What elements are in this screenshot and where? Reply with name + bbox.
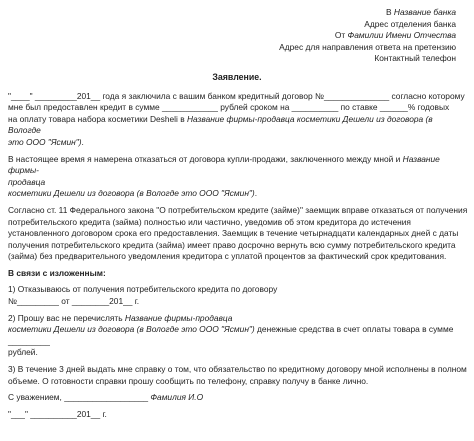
bank-name: Название банка — [393, 7, 456, 17]
item3-line1: 3) В течение 3 дней выдать мне справку о том, что обязательство по кредитному договору мной исполнены в полном — [8, 364, 467, 375]
para1-end: . — [81, 136, 84, 147]
item2-line3: рублей. — [8, 347, 38, 358]
item2-line1: 2) Прошу вас не перечислять — [8, 312, 125, 323]
para1-line3: на оплату товара набора косметики Desheli в — [8, 113, 187, 124]
para1-line1: "____" _________201__ года я заключила с вашим банком кредитный договор №______________ согласно которому — [8, 90, 465, 101]
para3-line2: потребительского кредита (займа) полностью или частично, уведомив об этом кредитора до истечения — [8, 216, 411, 227]
item3-line2: объеме. О готовности справки прошу сообщить по телефону, справку получу в банке лично. — [8, 375, 369, 386]
para3-line3: установленного договором срока его предоставления. Заемщик в течение четырнадцати календарных дней с даты — [8, 228, 459, 239]
para3-line1: Согласно ст. 11 Федерального закона "О потребительском кредите (займе)" заемщик вправе отказаться от получения — [8, 204, 468, 215]
signature-name: Фамилия И.О — [150, 392, 204, 403]
para2-seller-name: Название фирмы- — [8, 153, 440, 176]
item2-amount: денежные средства в счет оплаты товара в сумме _________ — [8, 324, 454, 346]
document-title: Заявление. — [212, 71, 262, 82]
para3-line4: получения потребительского кредита (займа) имеет право досрочно вернуть всю сумму потребительского кредита — [8, 239, 456, 250]
sender-name: Фамилии Имени Отчества — [347, 30, 456, 41]
para1-seller-name-cont: это ООО "Ясмин") — [8, 136, 82, 147]
item2-seller-name-cont: косметики Дешели из договора (в Вологде это ООО "Ясмин") — [8, 324, 255, 335]
para2-end: . — [254, 188, 258, 199]
bank-address: Адрес отделения банка — [364, 18, 456, 29]
item-2 — [8, 313, 466, 359]
para2-seller-name-end: косметики Дешели из договора (в Вологде это ООО "Ясмин") — [8, 188, 255, 199]
signature-line — [8, 392, 466, 404]
reply-address: Адрес для направления ответа на претензию — [279, 41, 456, 52]
item-1 — [8, 284, 466, 307]
para2-seller-name-cont: продавца — [8, 176, 46, 187]
sender-prefix: От — [334, 30, 348, 41]
para2-line1: В настоящее время я намерена отказаться от договора купли-продажи, заключенного между мной и — [8, 153, 403, 164]
item-3 — [8, 364, 466, 387]
contact-phone: Контактный телефон — [374, 53, 456, 64]
paragraph-contract — [8, 91, 466, 149]
item1-line2: №_________ от ________201__ г. — [8, 296, 140, 307]
bank-prefix: В — [385, 7, 394, 17]
paragraph-refusal — [8, 154, 466, 200]
para1-seller-name: Название фирмы-продавца косметики Дешели из договора (в Вологде — [8, 113, 433, 136]
signature-prefix: С уважением, __________________ — [8, 392, 151, 403]
para3-line5: (займа) без предварительного уведомления кредитора с уплатой процентов за фактический срок кредитования. — [8, 251, 447, 262]
sender-line — [8, 30, 456, 42]
item2-seller-name: Название фирмы-продавца — [124, 312, 233, 323]
paragraph-law — [8, 205, 466, 263]
para1-line2: мне был предоставлен кредит в сумме ____________ рублей сроком на __________ по ставке ______% годовых — [8, 102, 450, 113]
addressee-block — [8, 7, 456, 65]
section-title: В связи с изложенным: — [8, 267, 106, 278]
bank-line — [8, 7, 456, 19]
item1-line1: 1) Отказываюсь от получения потребительского кредита по договору — [8, 284, 278, 295]
signature-date: "___" __________201__ г. — [8, 408, 107, 419]
